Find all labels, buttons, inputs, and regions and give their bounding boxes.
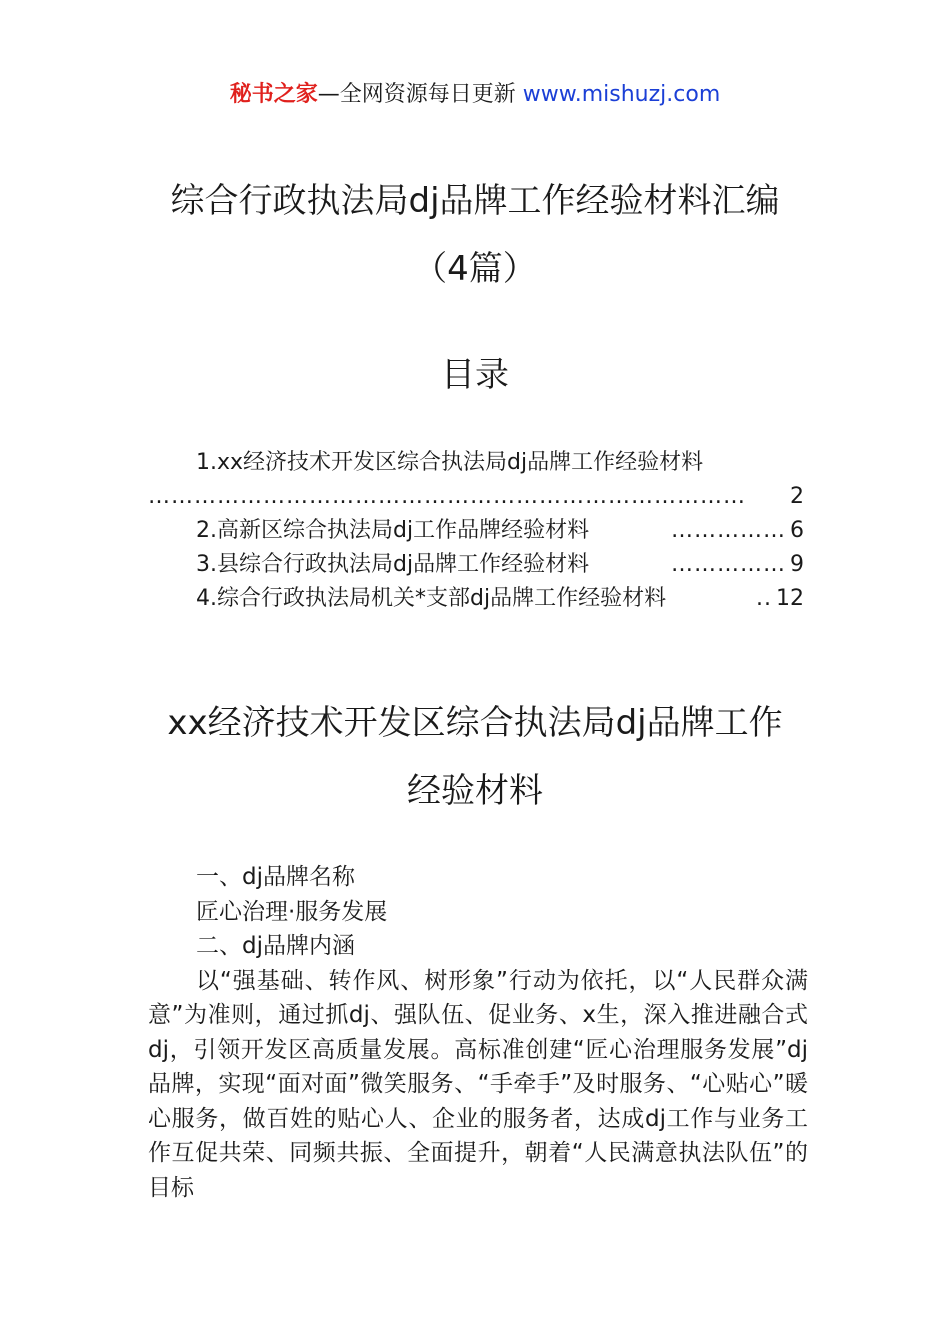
document-title-count: （4篇） (413, 249, 537, 289)
toc-item-1-label: 1.xx经济技术开发区综合执法局dj品牌工作经验材料 (196, 450, 704, 475)
toc-item-2-page: 6 (790, 514, 804, 548)
body-paragraph: 以“强基础、转作风、树形象”行动为依托，以“人民群众满意”为准则，通过抓dj、强队伍、促业务、x生，深入推进融合式dj，引领开发区高质量发展。高标准创建“匠心治理服务发展”dj品牌，实现“面对面”微笑服务、“手牵手”及时服务、“心贴心”暖心服务，做百姓的贴心人、企业的服务者，达成dj工作与业务工作互促共荣、同频共振、全面提升，朝着“人民满意执法队伍”的目标 (148, 967, 808, 1201)
site-tagline: —全网资源每日更新 (317, 82, 516, 107)
toc-heading: 目录 (441, 355, 509, 395)
toc-item-3[interactable] (148, 548, 808, 582)
document-title: 综合行政执法局dj品牌工作经验材料汇编 (170, 181, 780, 221)
toc-item-1-leader[interactable] (148, 480, 808, 514)
section-heading-2: 二、dj品牌内涵 (196, 933, 355, 959)
toc-item-4[interactable] (148, 582, 808, 616)
site-header (0, 80, 950, 110)
toc-item-2[interactable] (148, 514, 808, 548)
toc-item-3-dots: …………… (671, 552, 786, 577)
toc-item-1-page: 2 (790, 480, 804, 514)
toc-item-3-page: 9 (790, 548, 804, 582)
toc-item-4-dots: .. (756, 586, 772, 611)
toc-item-4-page: 12 (776, 582, 804, 616)
toc-item-3-label: 3.县综合行政执法局dj品牌工作经验材料 (196, 552, 590, 577)
brand-name-text: 匠心治理·服务发展 (196, 898, 388, 925)
toc-item-4-label: 4.综合行政执法局机关*支部dj品牌工作经验材料 (196, 586, 667, 611)
article-title-line2: 经验材料 (407, 771, 543, 811)
article-title: xx经济技术开发区综合执法局dj品牌工作 (167, 703, 783, 743)
toc-item-2-dots: …………… (671, 518, 786, 543)
toc-item-2-label: 2.高新区综合执法局dj工作品牌经验材料 (196, 518, 590, 543)
toc-item-1[interactable] (148, 446, 808, 480)
site-url-link[interactable]: www.mishuzj.com (522, 82, 721, 107)
section-heading-1: 一、dj品牌名称 (196, 864, 355, 890)
toc-item-1-dots: …………………………………………………………………… (148, 484, 746, 509)
site-brand: 秘书之家 (229, 82, 318, 107)
article-body (148, 860, 808, 1205)
